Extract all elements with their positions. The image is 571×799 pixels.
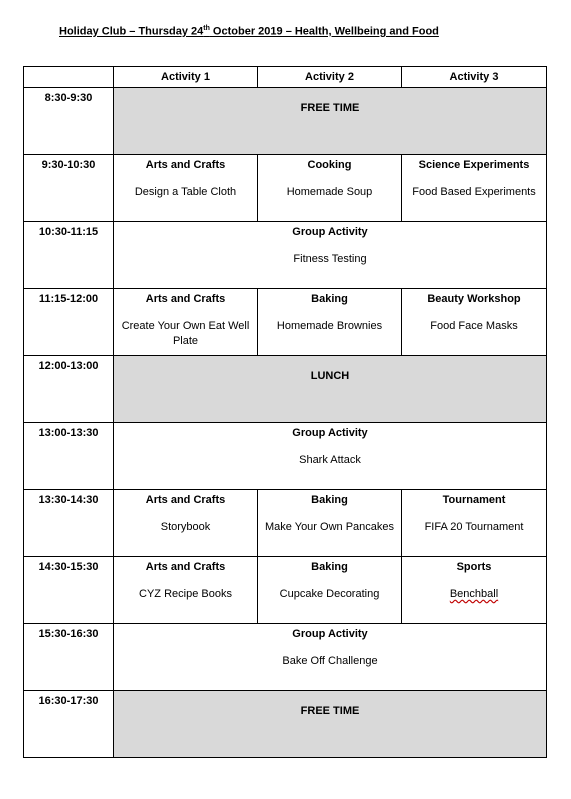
activity-cell (258, 289, 402, 356)
activity-title: Baking (311, 561, 348, 573)
activity-title: Arts and Crafts (145, 293, 226, 305)
header-row (24, 67, 547, 88)
table-row (24, 490, 547, 557)
activity-title: Arts and Crafts (145, 494, 226, 506)
time-cell: 8:30-9:30 (24, 88, 114, 155)
column-header: Activity 1 (114, 67, 258, 88)
activity-description: Food Face Masks (430, 320, 518, 332)
activity-description: Design a Table Cloth (134, 186, 237, 198)
table-row (24, 88, 547, 155)
group-activity-cell (114, 423, 547, 490)
activity-title: Baking (311, 293, 348, 305)
activity-cell (114, 155, 258, 222)
time-cell: 9:30-10:30 (24, 155, 114, 222)
activity-cell (114, 557, 258, 624)
activity-cell (258, 155, 402, 222)
activity-description: Storybook (160, 521, 211, 533)
activity-title: Cooking (307, 159, 352, 171)
table-row (24, 356, 547, 423)
activity-title: Arts and Crafts (145, 159, 226, 171)
time-cell: 15:30-16:30 (24, 624, 114, 691)
title-text-end: October 2019 – Health, Wellbeing and Food (209, 25, 439, 38)
activity-description: Shark Attack (299, 454, 361, 466)
corner-cell (24, 67, 114, 88)
table-row (24, 557, 547, 624)
title-text: Holiday Club – Thursday 24 (59, 25, 204, 38)
page-title (59, 25, 439, 38)
activity-cell (402, 557, 547, 624)
table-row (24, 423, 547, 490)
activity-cell (402, 490, 547, 557)
table-row (24, 691, 547, 758)
lunch-cell: LUNCH (114, 356, 547, 423)
activity-description: Bake Off Challenge (282, 655, 378, 667)
activity-cell (114, 490, 258, 557)
activity-title: Arts and Crafts (145, 561, 226, 573)
activity-title: Sports (456, 561, 492, 573)
activity-description: Fitness Testing (293, 253, 367, 265)
group-activity-cell (114, 624, 547, 691)
column-header: Activity 2 (258, 67, 402, 88)
activity-description: FIFA 20 Tournament (424, 521, 524, 533)
activity-cell (258, 557, 402, 624)
column-header: Activity 3 (402, 67, 547, 88)
activity-description: Create Your Own Eat Well Plate (121, 320, 250, 347)
activity-description: Make Your Own Pancakes (264, 521, 395, 533)
activity-title: Group Activity (292, 628, 368, 640)
activity-title: Baking (311, 494, 348, 506)
table-row (24, 624, 547, 691)
table-row (24, 289, 547, 356)
activity-cell (402, 155, 547, 222)
activity-description: CYZ Recipe Books (139, 588, 232, 600)
time-cell: 13:00-13:30 (24, 423, 114, 490)
activity-title: Group Activity (292, 427, 368, 439)
schedule-table (23, 66, 547, 758)
activity-title: Beauty Workshop (427, 293, 521, 305)
activity-title: Group Activity (292, 226, 368, 238)
activity-title: Tournament (442, 494, 506, 506)
activity-description (402, 587, 546, 602)
time-cell: 12:00-13:00 (24, 356, 114, 423)
spellcheck-underlined-text: Benchball (449, 588, 499, 600)
activity-cell (114, 289, 258, 356)
group-activity-cell (114, 222, 547, 289)
activity-cell (402, 289, 547, 356)
activity-description: Homemade Soup (286, 186, 373, 198)
table-row (24, 155, 547, 222)
free-time-cell: FREE TIME (114, 691, 547, 758)
free-time-cell: FREE TIME (114, 88, 547, 155)
activity-description: Food Based Experiments (412, 186, 536, 198)
activity-description: Cupcake Decorating (279, 588, 380, 600)
time-cell: 16:30-17:30 (24, 691, 114, 758)
time-cell: 10:30-11:15 (24, 222, 114, 289)
time-cell: 13:30-14:30 (24, 490, 114, 557)
table-row (24, 222, 547, 289)
time-cell: 11:15-12:00 (24, 289, 114, 356)
activity-title: Science Experiments (418, 159, 530, 171)
activity-description: Homemade Brownies (276, 320, 383, 332)
title-superscript: th (203, 25, 210, 32)
time-cell: 14:30-15:30 (24, 557, 114, 624)
activity-cell (258, 490, 402, 557)
